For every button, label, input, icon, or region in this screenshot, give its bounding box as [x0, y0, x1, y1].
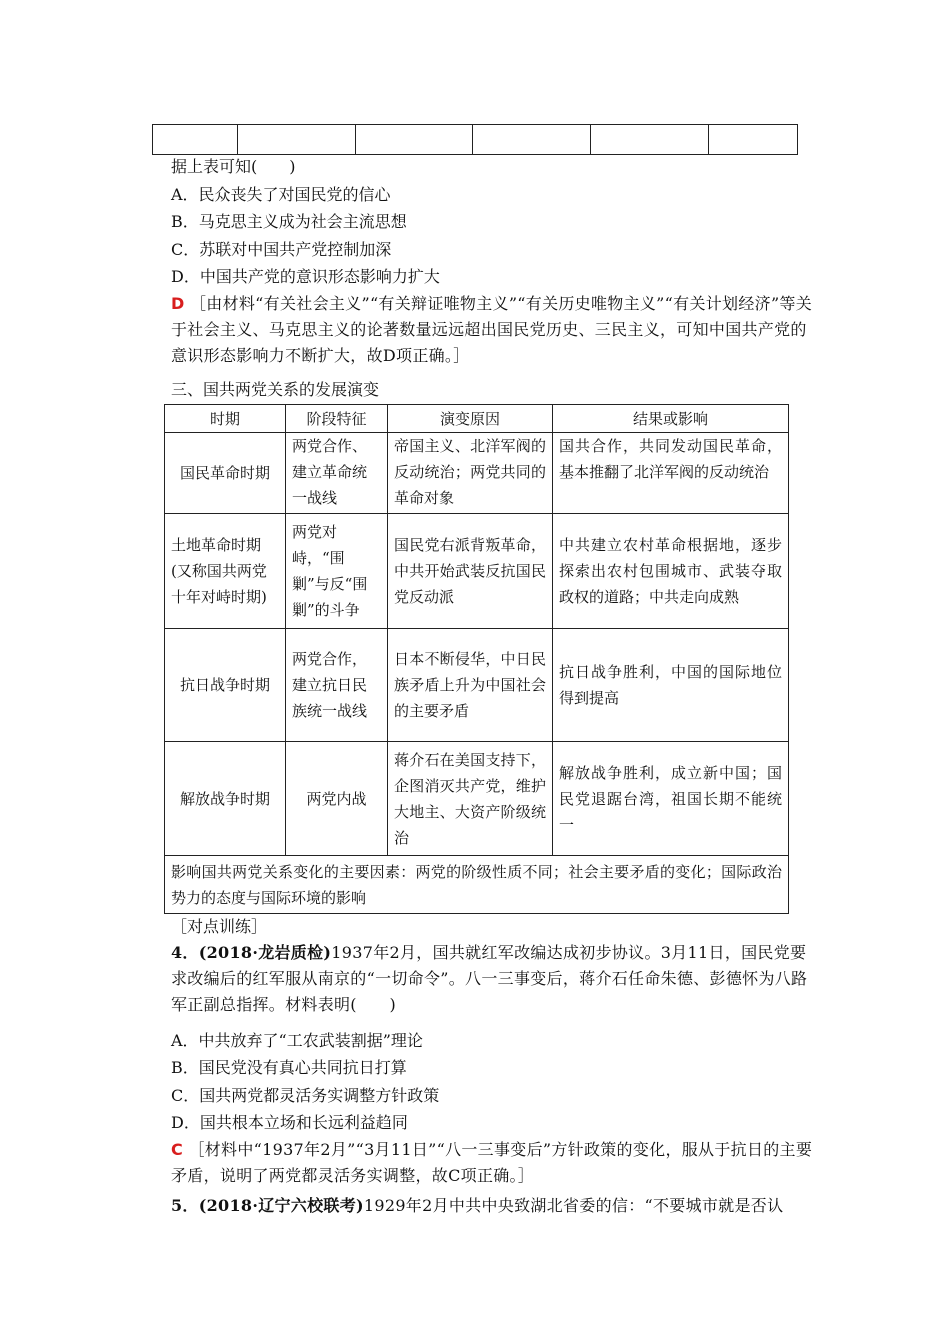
- header-stage-feature: 阶段特征: [286, 405, 388, 433]
- header-cause: 演变原因: [388, 405, 553, 433]
- question-4-number: 4．: [171, 943, 199, 962]
- option-a: A．民众丧失了对国民党的信心: [171, 185, 391, 204]
- answer-letter: D: [171, 294, 185, 313]
- answer-explanation: [171, 291, 815, 369]
- table-cell: [473, 125, 591, 155]
- cell-result: 国共合作，共同发动国民革命，基本推翻了北洋军阀的反动统治: [553, 433, 789, 514]
- practice-label: ［对点训练］: [171, 917, 268, 936]
- table-row: [165, 629, 789, 742]
- table-cell: [709, 125, 798, 155]
- table-row: [165, 433, 789, 514]
- question-5-source: (2018·辽宁六校联考): [198, 1196, 364, 1215]
- answer-text: ［由材料“有关社会主义”“有关辩证唯物主义”“有关历史唯物主义”“有关计划经济”等关于社会主义、马克思主义的论著数量远远超出国民党历史、三民主义，可知中国共产党的意识形态影响力不断扩大，故D项正确。］: [171, 294, 813, 365]
- cell-feature: 两党合作、建立革命统一战线: [286, 433, 388, 514]
- table-cell: [355, 125, 473, 155]
- header-period: 时期: [165, 405, 286, 433]
- cell-cause: 帝国主义、北洋军阀的反动统治；两党共同的革命对象: [388, 433, 553, 514]
- table-row: [165, 514, 789, 629]
- question-4-source: (2018·龙岩质检): [198, 943, 332, 962]
- cell-result: 解放战争胜利，成立新中国；国民党退踞台湾，祖国长期不能统一: [553, 742, 789, 856]
- q4-answer-letter: C: [171, 1140, 184, 1159]
- cell-cause: 日本不断侵华，中日民族矛盾上升为中国社会的主要矛盾: [388, 629, 553, 742]
- cell-period: 抗日战争时期: [165, 629, 286, 742]
- cell-result: 抗日战争胜利，中国的国际地位得到提高: [553, 629, 789, 742]
- option-b: B．马克思主义成为社会主流思想: [171, 212, 407, 231]
- option-d: D．中国共产党的意识形态影响力扩大: [171, 267, 440, 286]
- question-stem: 据上表可知( ): [171, 157, 296, 176]
- party-relations-table: [164, 404, 789, 914]
- table-cell: [591, 125, 709, 155]
- table-footer-row: [165, 856, 789, 914]
- table-header-row: [165, 405, 789, 433]
- cell-feature: 两党内战: [286, 742, 388, 856]
- table-footer-note: 影响国共两党关系变化的主要因素：两党的阶级性质不同；社会主要矛盾的变化；国际政治势力的态度与国际环境的影响: [165, 856, 789, 914]
- question-5-number: 5．: [171, 1196, 199, 1215]
- q4-option-c: C．国共两党都灵活务实调整方针政策: [171, 1086, 440, 1105]
- cell-result: 中共建立农村革命根据地，逐步探索出农村包围城市、武装夺取政权的道路；中共走向成熟: [553, 514, 789, 629]
- cell-feature: 两党对峙，“围剿”与反“围剿”的斗争: [286, 514, 388, 629]
- question-5-stem: 1929年2月中共中央致湖北省委的信：“不要城市就是否认: [363, 1196, 784, 1215]
- cell-feature: 两党合作，建立抗日民族统一战线: [286, 629, 388, 742]
- option-c: C．苏联对中国共产党控制加深: [171, 240, 392, 259]
- q4-option-a: A．中共放弃了“工农武装割据”理论: [171, 1031, 423, 1050]
- previous-table-bottom-row: [152, 124, 798, 155]
- table-row: [165, 742, 789, 856]
- cell-period: 解放战争时期: [165, 742, 286, 856]
- cell-cause: 国民党右派背叛革命，中共开始武装反抗国民党反动派: [388, 514, 553, 629]
- q4-option-d: D．国共根本立场和长远利益趋同: [171, 1113, 408, 1132]
- question-5: [171, 1193, 815, 1219]
- q4-answer-text: ［材料中“1937年2月”“3月11日”“八一三事变后”方针政策的变化，服从于抗日的主要矛盾，说明了两党都灵活务实调整，故C项正确。］: [171, 1140, 813, 1185]
- cell-cause: 蒋介石在美国支持下，企图消灭共产党，维护大地主、大资产阶级统治: [388, 742, 553, 856]
- question-4-stem: 1937年2月，国共就红军改编达成初步协议。3月11日，国民党要求改编后的红军服从南京的“一切命令”。八一三事变后，蒋介石任命朱德、彭德怀为八路军正副总指挥。材料表明( ): [171, 943, 808, 1014]
- section-title: 三、国共两党关系的发展演变: [171, 380, 380, 399]
- table-cell: [153, 125, 238, 155]
- question-4: [171, 940, 815, 1018]
- header-result: 结果或影响: [553, 405, 789, 433]
- q4-answer-explanation: [171, 1137, 815, 1189]
- q4-option-b: B．国民党没有真心共同抗日打算: [171, 1058, 407, 1077]
- cell-period: 国民革命时期: [165, 433, 286, 514]
- cell-period: 土地革命时期(又称国共两党十年对峙时期): [165, 514, 286, 629]
- table-cell: [237, 125, 355, 155]
